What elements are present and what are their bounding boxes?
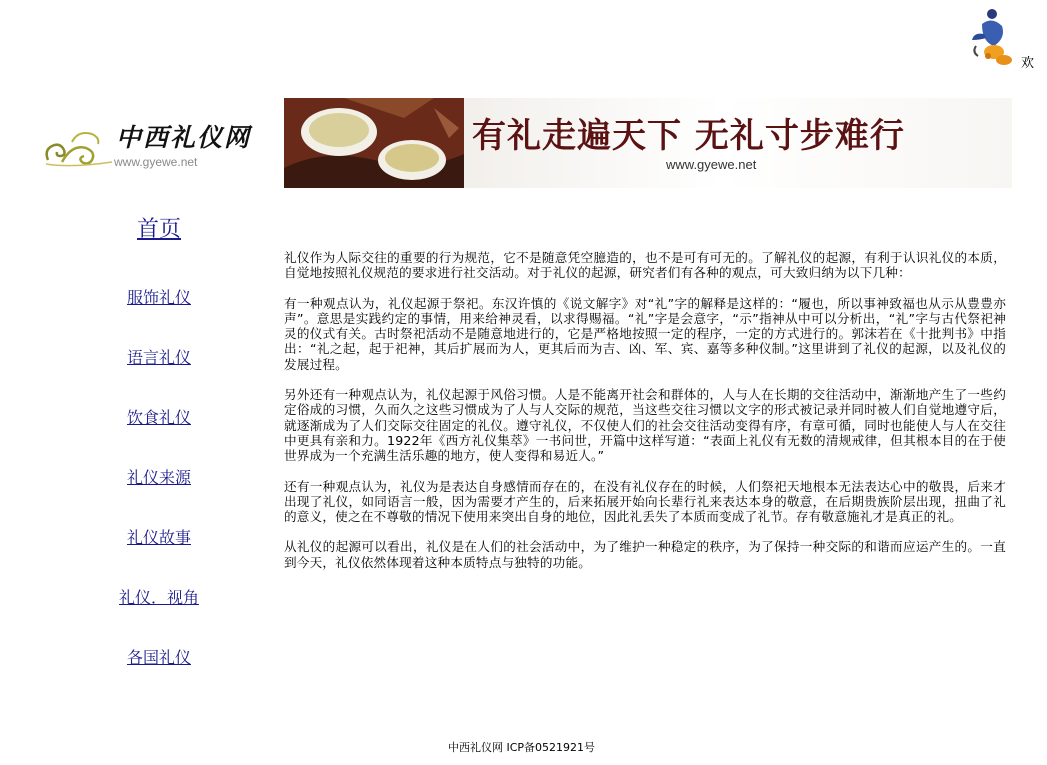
cloud-swirl-icon — [42, 122, 114, 170]
left-nav — [100, 212, 218, 708]
nav-link-dining[interactable]: 饮食礼仪 — [126, 408, 191, 427]
article-paragraph: 礼仪作为人际交往的重要的行为规范，它不是随意凭空臆造的，也不是可有可无的。了解礼仪的起源，有利于认识礼仪的本质，自觉地按照礼仪规范的要求进行社交活动。对于礼仪的起源，研究者们有各种的观点，可大致归纳为以下几种： — [284, 250, 1006, 281]
footer-copyright: 中西礼仪网 ICP备0521921号 — [448, 741, 596, 754]
article-paragraph: 另外还有一种观点认为，礼仪起源于风俗习惯。人是不能离开社会和群体的，人与人在长期的交往活动中，渐渐地产生了一些约定俗成的习惯，久而久之这些习惯成为了人与人交际的规范，当这些交往习惯以文字的形式被记录并同时被人们自觉地遵守后，就逐渐成为了人们交际交往固定的礼仪。遵守礼仪，不仅使人们的社会交往活动变得有序，有章可循，同时也能使人与人在交往中更具有亲和力。1922年《西方礼仪集萃》一书问世，开篇中这样写道：“表面上礼仪有无数的清规戒律，但其根本目的在于使世界成为一个充满生活乐趣的地方，使人变得和易近人。” — [284, 387, 1006, 464]
logo-title: 中西礼仪网 — [116, 123, 252, 152]
nav-link-perspective[interactable]: 礼仪．视角 — [118, 588, 199, 607]
article-paragraph: 有一种观点认为，礼仪起源于祭祀。东汉许慎的《说文解字》对“礼”字的解释是这样的：“履也，所以事神致福也从示从豊豊亦声”。意思是实践约定的事情，用来给神灵看，以求得赐福。“礼”字是会意字，“示”指神从中可以分析出，“礼”字与古代祭祀神灵的仪式有关。古时祭祀活动不是随意地进行的，它是严格地按照一定的程序，一定的方式进行的。郭沫若在《十批判书》中指出：“礼之起，起于祀神，其后扩展而为人，更其后而为吉、凶、军、宾、嘉等多种仪制。”这里讲到了礼仪的起源，以及礼仪的发展过程。 — [284, 295, 1006, 372]
site-logo[interactable] — [42, 118, 282, 176]
nav-link-countries[interactable]: 各国礼仪 — [126, 648, 191, 667]
nav-link-stories[interactable]: 礼仪故事 — [126, 528, 191, 547]
article-body — [284, 250, 1006, 585]
article-paragraph: 从礼仪的起源可以看出，礼仪是在人们的社会活动中，为了维护一种稳定的秩序，为了保持一种交际的和谐而应运产生的。一直到今天，礼仪依然体现着这种本质特点与独特的功能。 — [284, 539, 1006, 570]
mascot-image — [968, 6, 1018, 68]
welcome-text: 欢 — [1021, 56, 1035, 71]
nav-link-clothing[interactable]: 服饰礼仪 — [126, 288, 191, 307]
tea-cups-image — [284, 98, 464, 188]
nav-link-language[interactable]: 语言礼仪 — [126, 348, 191, 367]
banner-url: www.gyewe.net — [666, 157, 757, 172]
banner-slogan: 有礼走遍天下 无礼寸步难行 — [472, 116, 905, 156]
article-paragraph: 还有一种观点认为，礼仪为是表达自身感情而存在的，在没有礼仪存在的时候，人们祭祀天地根本无法表达心中的敬畏，后来才出现了礼仪，如同语言一般，因为需要才产生的，后来拓展开始向长辈行礼来表达本身的敬意，在后期贵族阶层出现，扭曲了礼的意义，使之在不尊敬的情况下使用来突出自身的地位，因此礼丢失了本质而变成了礼节。存有敬意施礼才是真正的礼。 — [284, 478, 1006, 525]
nav-link-origin[interactable]: 礼仪来源 — [126, 468, 191, 487]
nav-home-link[interactable]: 首页 — [136, 217, 181, 242]
logo-url: www.gyewe.net — [114, 155, 198, 169]
header-banner — [284, 98, 1012, 188]
